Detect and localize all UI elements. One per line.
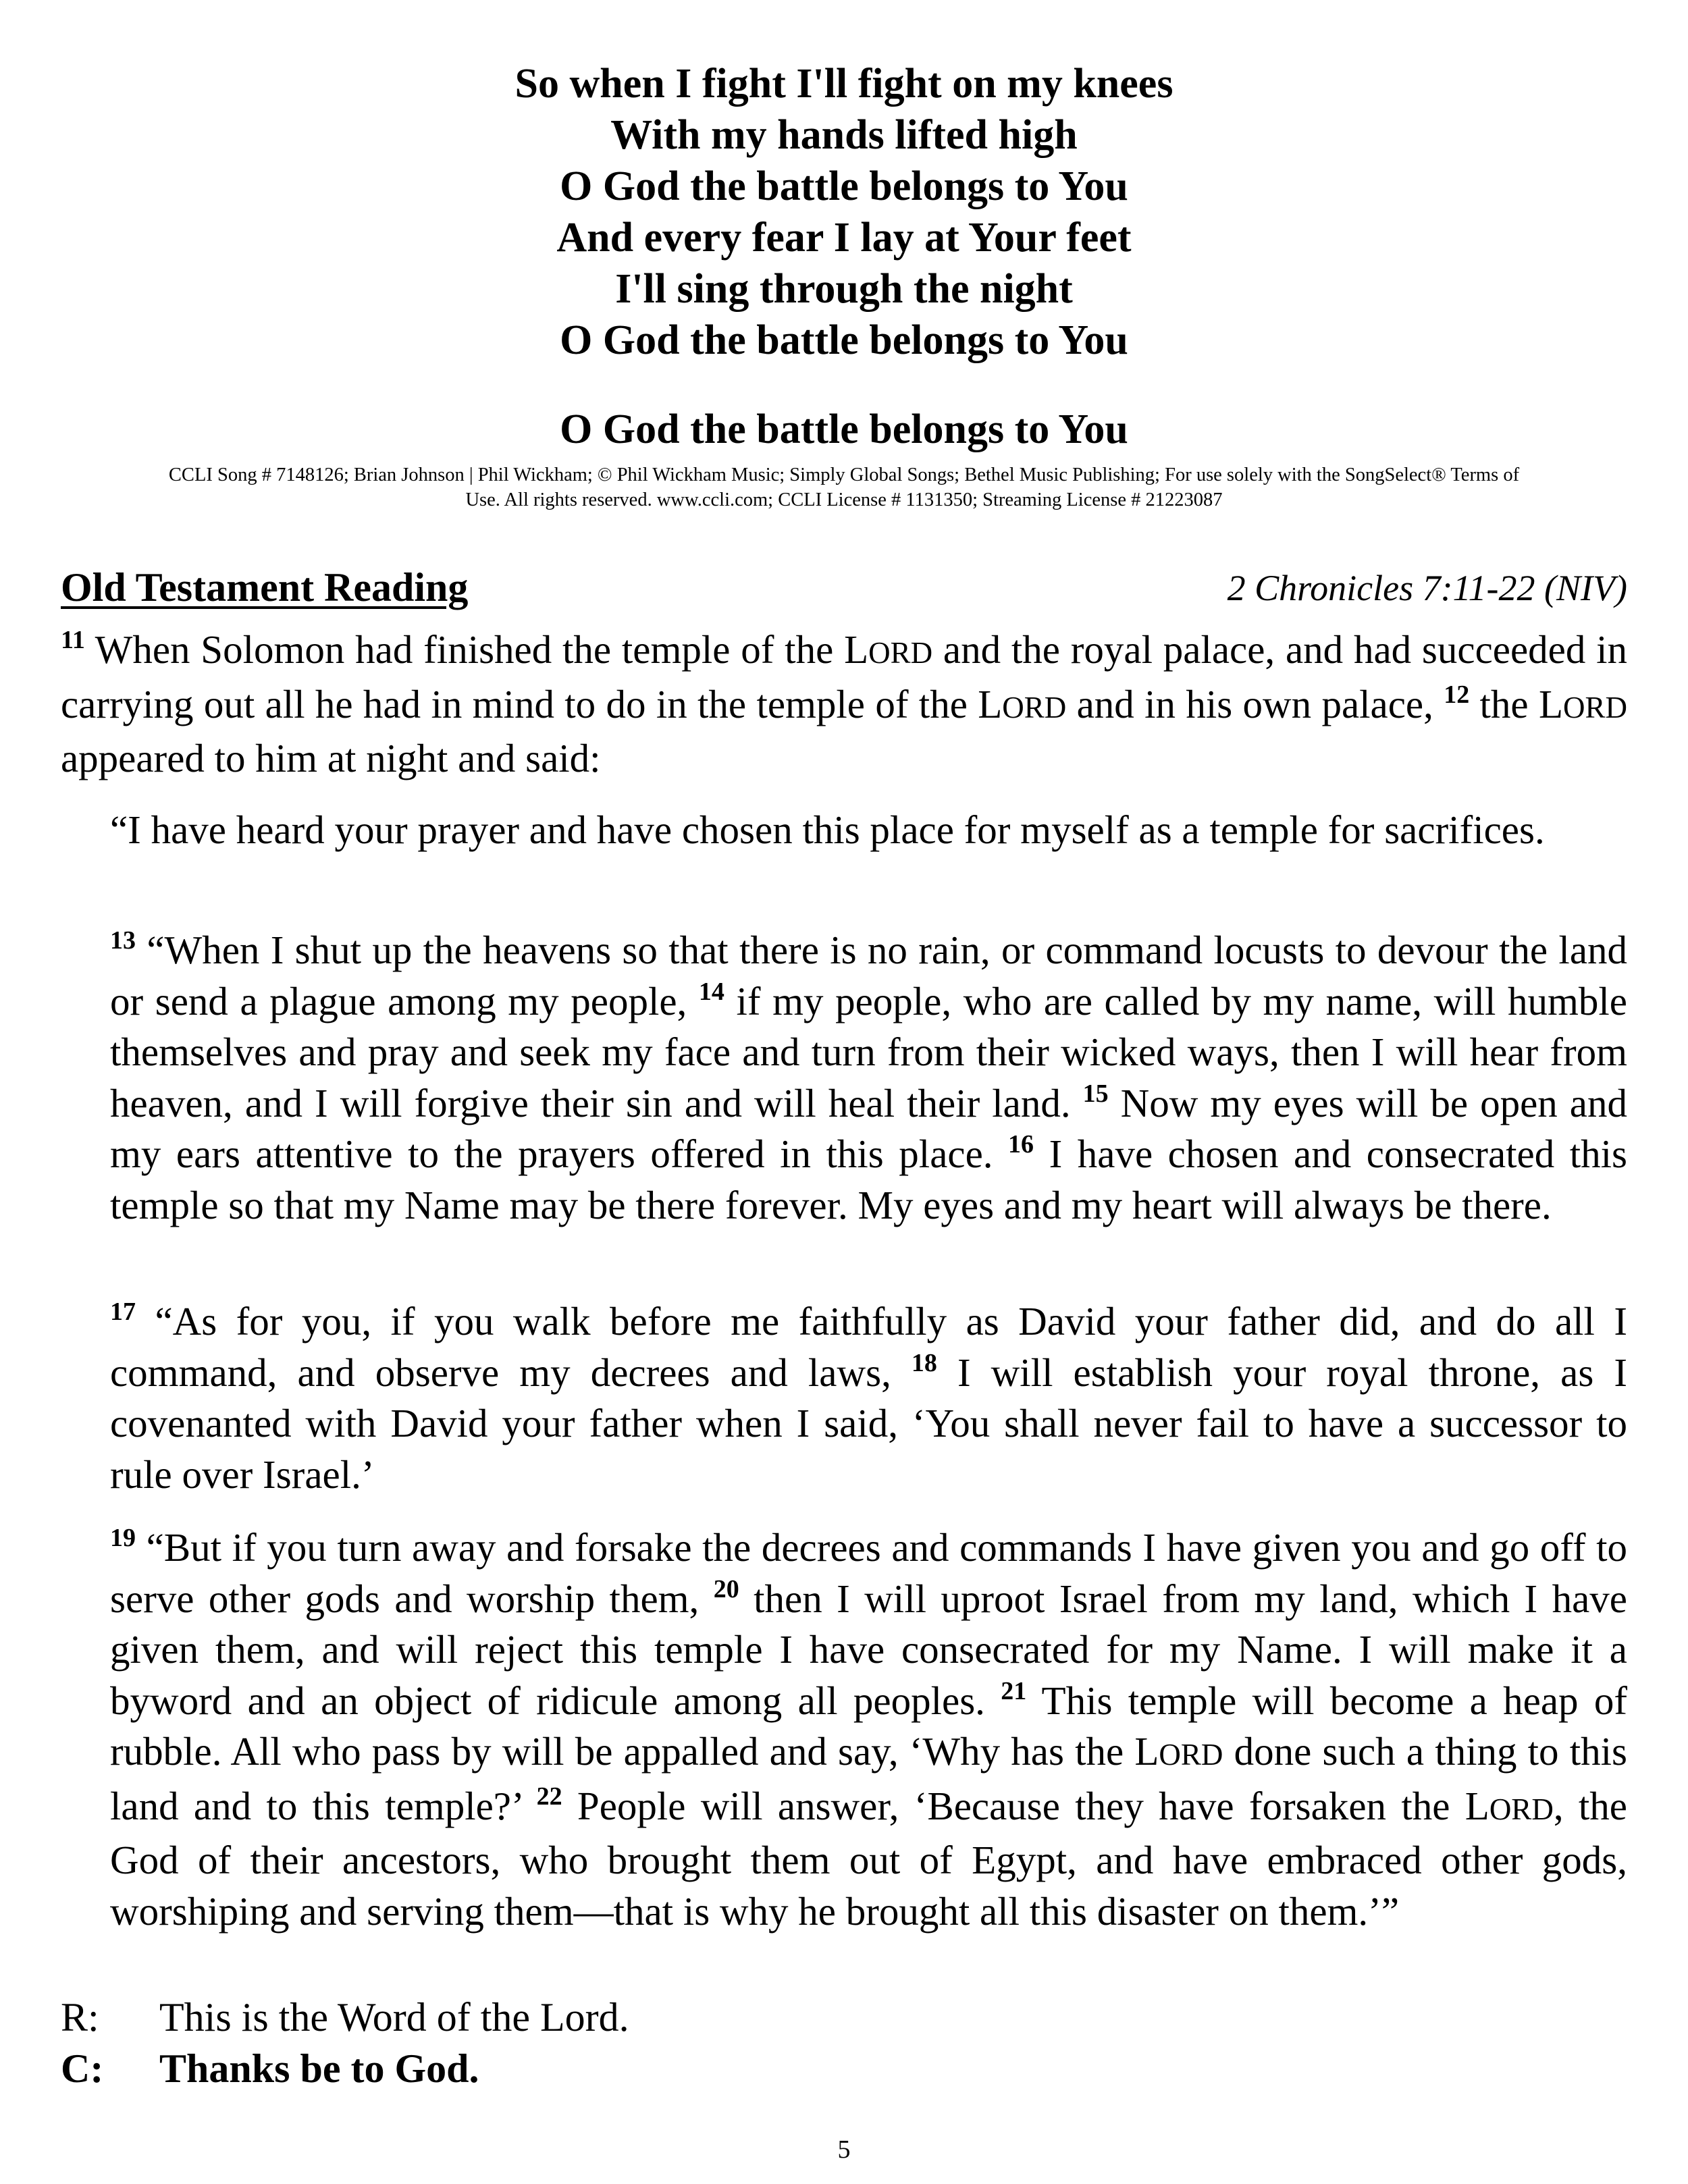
reading-text: and the royal palace, and had succeeded in carrying out all he had in mind to do in the temple of the: [61, 627, 1628, 726]
lyric-refrain: O God the battle belongs to You: [560, 406, 1128, 452]
leader-response: [61, 1993, 629, 2042]
reading-text: “I have heard your prayer and have chosen this place for myself as a temple for sacrifices.: [110, 807, 1545, 852]
reading-text: , the God of their ancestors, who brought them out of Egypt, and have embraced other gods, worshiping and serving them—that is why he brought all this disaster on them.’”: [110, 1783, 1627, 1934]
verse-number: 12: [1444, 680, 1470, 709]
verse-number: 15: [1082, 1079, 1109, 1108]
reading-text: the: [1469, 681, 1539, 726]
lord-smallcaps: LORD: [1538, 681, 1627, 726]
lord-smallcaps: LORD: [844, 627, 933, 672]
reading-text: People will answer, ‘Because they have forsaken the: [577, 1783, 1465, 1828]
response-label: C:: [61, 2046, 104, 2091]
lyric-line: O God the battle belongs to You: [560, 163, 1128, 209]
reading-text: and in his own palace,: [1066, 681, 1444, 726]
reading-paragraph: [110, 805, 1627, 856]
reading-paragraph: [110, 1296, 1627, 1500]
lord-smallcaps: LORD: [978, 681, 1067, 726]
response-text: Thanks be to God.: [159, 2046, 479, 2091]
reading-text: then I will uproot Israel from my land, which I have given them, and will reject this temple I have consecrated for my Name. I will make it a byword and an object of ridicule among all peoples.: [110, 1576, 1627, 1723]
reading-text: if my people, who are called by my name, will humble themselves and pray and seek my face and turn from their wicked ways, then I will hear from heaven, and I will forgive their sin and will heal their land.: [110, 978, 1627, 1125]
reading-text: appeared to him at night and said:: [61, 736, 601, 780]
verse-number: 20: [713, 1574, 739, 1603]
page-number: 5: [837, 2135, 851, 2164]
reading-text: This temple will become a heap of rubble. All who pass by will be appalled and say, ‘Why has the: [110, 1678, 1627, 1774]
response-text: This is the Word of the Lord.: [159, 1995, 629, 2040]
verse-number: 22: [536, 1782, 562, 1811]
reading-text: “As for you, if you walk before me faithfully as David your father did, and do all I command, and observe my decrees and laws,: [110, 1299, 1627, 1395]
lyric-line: I'll sing through the night: [615, 266, 1073, 312]
ccli-line-1: CCLI Song # 7148126; Brian Johnson | Phil Wickham; © Phil Wickham Music; Simply Global Songs; Bethel Music Publishing; For use solely with the SongSelect® Terms of: [168, 464, 1520, 485]
reading-text: “But if you turn away and forsake the decrees and commands I have given you and go off to serve other gods and worship them,: [110, 1525, 1627, 1621]
reading-text: “When I shut up the heavens so that there is no rain, or command locusts to devour the land or send a plague among my people,: [110, 928, 1628, 1023]
verse-number: 16: [1008, 1130, 1034, 1158]
reading-text: done such a thing to this land and to this temple?’: [110, 1729, 1627, 1828]
verse-number: 14: [698, 977, 724, 1006]
verse-number: 21: [1001, 1676, 1027, 1705]
lyric-line: So when I fight I'll fight on my knees: [515, 61, 1173, 107]
reading-paragraph: [61, 624, 1627, 784]
reading-text: I have chosen and consecrated this temple so that my Name may be there forever. My eyes and my heart will always be there.: [110, 1131, 1627, 1227]
lyric-line: And every fear I lay at Your feet: [556, 215, 1132, 261]
lyric-line: With my hands lifted high: [610, 112, 1078, 158]
congregation-response: [61, 2044, 479, 2093]
reading-text: Now my eyes will be open and my ears attentive to the prayers offered in this place.: [110, 1080, 1627, 1176]
reading-paragraph: [110, 925, 1627, 1231]
section-title: Old Testament Reading: [61, 565, 469, 610]
verse-number: 13: [110, 926, 136, 955]
lord-smallcaps: LORD: [1134, 1729, 1223, 1774]
verse-number: 17: [110, 1298, 136, 1326]
reading-paragraph: [110, 1522, 1627, 1937]
ccli-line-2: Use. All rights reserved. www.ccli.com; CCLI License # 1131350; Streaming License # 21223087: [465, 489, 1223, 510]
ccli-copyright-notice: [61, 462, 1627, 512]
reading-text: When Solomon had finished the temple of the: [84, 627, 845, 672]
reading-text: I will establish your royal throne, as I covenanted with David your father when I said, ‘You shall never fail to have a successor to rule over Israel.’: [110, 1350, 1627, 1497]
verse-number: 11: [61, 626, 85, 654]
song-lyrics: [0, 58, 1688, 452]
verse-number: 19: [110, 1524, 136, 1552]
lord-smallcaps: LORD: [1465, 1783, 1554, 1828]
lyric-line: O God the battle belongs to You: [560, 317, 1128, 363]
reading-heading: [61, 564, 1627, 613]
verse-number: 18: [911, 1348, 937, 1377]
scripture-reference: 2 Chronicles 7:11-22 (NIV): [1227, 568, 1627, 608]
response-label: R:: [61, 1995, 99, 2040]
